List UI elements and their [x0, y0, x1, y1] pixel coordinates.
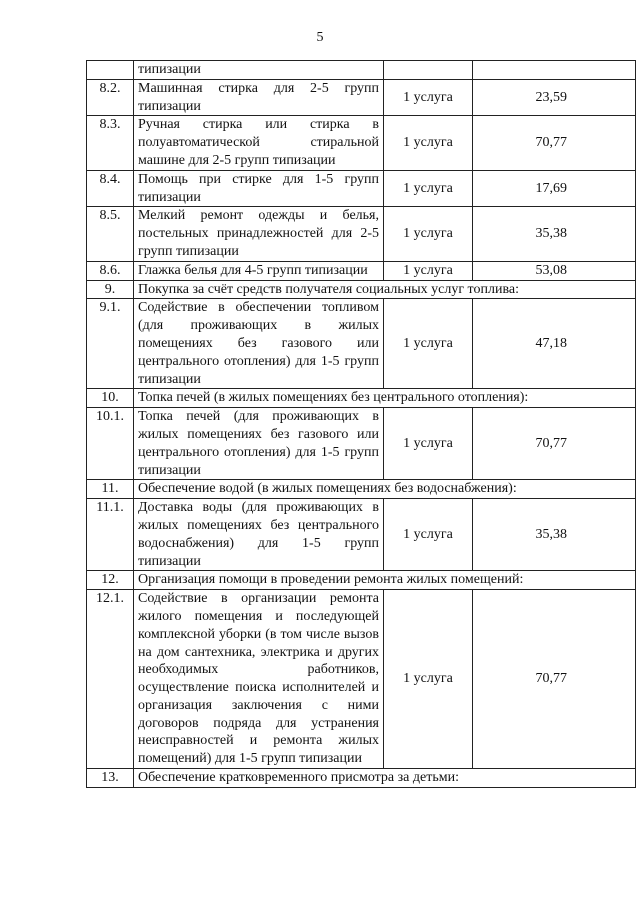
row-number-cell: 8.5. [87, 207, 134, 261]
service-description-cell: Глажка белья для 4-5 групп типизации [134, 261, 384, 280]
row-number-cell: 8.3. [87, 116, 134, 170]
row-number-cell: 10. [87, 389, 134, 408]
row-number-cell: 11. [87, 480, 134, 499]
row-number-cell: 11.1. [87, 499, 134, 571]
price-cell: 70,77 [473, 408, 636, 480]
unit-cell: 1 услуга [384, 116, 473, 170]
service-description-cell: Ручная стирка или стирка в полуавтоматической стиральной машине для 2-5 групп типизации [134, 116, 384, 170]
unit-cell: 1 услуга [384, 79, 473, 116]
unit-cell: 1 услуга [384, 499, 473, 571]
section-title-cell: Топка печей (в жилых помещениях без центрального отопления): [134, 389, 636, 408]
table-row [87, 170, 636, 207]
price-cell: 53,08 [473, 261, 636, 280]
row-number-cell [87, 61, 134, 80]
service-description-cell: Мелкий ремонт одежды и белья, постельных принадлежностей для 2-5 групп типизации [134, 207, 384, 261]
service-description-cell: Содействие в обеспечении топливом (для проживающих в жилых помещениях без газового или центрального отопления) для 1-5 групп типизации [134, 299, 384, 389]
table-row [87, 79, 636, 116]
table-row [87, 299, 636, 389]
price-cell: 35,38 [473, 207, 636, 261]
table-row [87, 207, 636, 261]
row-number-cell: 8.2. [87, 79, 134, 116]
table-row [87, 590, 636, 769]
price-cell: 47,18 [473, 299, 636, 389]
row-number-cell: 8.4. [87, 170, 134, 207]
section-row [87, 769, 636, 788]
table-row [87, 61, 636, 80]
row-number-cell: 10.1. [87, 408, 134, 480]
service-description-cell: типизации [134, 61, 384, 80]
section-title-cell: Обеспечение водой (в жилых помещениях без водоснабжения): [134, 480, 636, 499]
service-description-cell: Топка печей (для проживающих в жилых помещениях без газового или центрального отопления) для 1-5 групп типизации [134, 408, 384, 480]
table-row [87, 261, 636, 280]
price-cell: 23,59 [473, 79, 636, 116]
price-cell: 17,69 [473, 170, 636, 207]
table-row [87, 499, 636, 571]
section-title-cell: Обеспечение кратковременного присмотра за детьми: [134, 769, 636, 788]
row-number-cell: 12.1. [87, 590, 134, 769]
service-description-cell: Помощь при стирке для 1-5 групп типизации [134, 170, 384, 207]
unit-cell: 1 услуга [384, 207, 473, 261]
price-cell [473, 61, 636, 80]
row-number-cell: 8.6. [87, 261, 134, 280]
service-description-cell: Машинная стирка для 2-5 групп типизации [134, 79, 384, 116]
unit-cell: 1 услуга [384, 590, 473, 769]
price-cell: 70,77 [473, 590, 636, 769]
section-row [87, 480, 636, 499]
row-number-cell: 9.1. [87, 299, 134, 389]
table-row [87, 116, 636, 170]
price-cell: 70,77 [473, 116, 636, 170]
row-number-cell: 12. [87, 571, 134, 590]
unit-cell: 1 услуга [384, 299, 473, 389]
section-row [87, 280, 636, 299]
unit-cell [384, 61, 473, 80]
section-title-cell: Организация помощи в проведении ремонта жилых помещений: [134, 571, 636, 590]
unit-cell: 1 услуга [384, 170, 473, 207]
row-number-cell: 13. [87, 769, 134, 788]
section-row [87, 571, 636, 590]
page-number: 5 [316, 30, 324, 45]
unit-cell: 1 услуга [384, 261, 473, 280]
unit-cell: 1 услуга [384, 408, 473, 480]
row-number-cell: 9. [87, 280, 134, 299]
service-description-cell: Доставка воды (для проживающих в жилых помещениях без центрального водоснабжения) для 1-5 групп типизации [134, 499, 384, 571]
price-cell: 35,38 [473, 499, 636, 571]
section-row [87, 389, 636, 408]
services-price-table [86, 60, 636, 788]
table-row [87, 408, 636, 480]
service-description-cell: Содействие в организации ремонта жилого помещения и последующей комплексной уборки (в том числе вызов на дом сантехника, электрика и других необходимых работников, осуществление поиска исполнителей и организация заключения с ними договоров подряда для устранения неисправностей и ремонта жилых помещений) для 1-5 групп типизации [134, 590, 384, 769]
section-title-cell: Покупка за счёт средств получателя социальных услуг топлива: [134, 280, 636, 299]
